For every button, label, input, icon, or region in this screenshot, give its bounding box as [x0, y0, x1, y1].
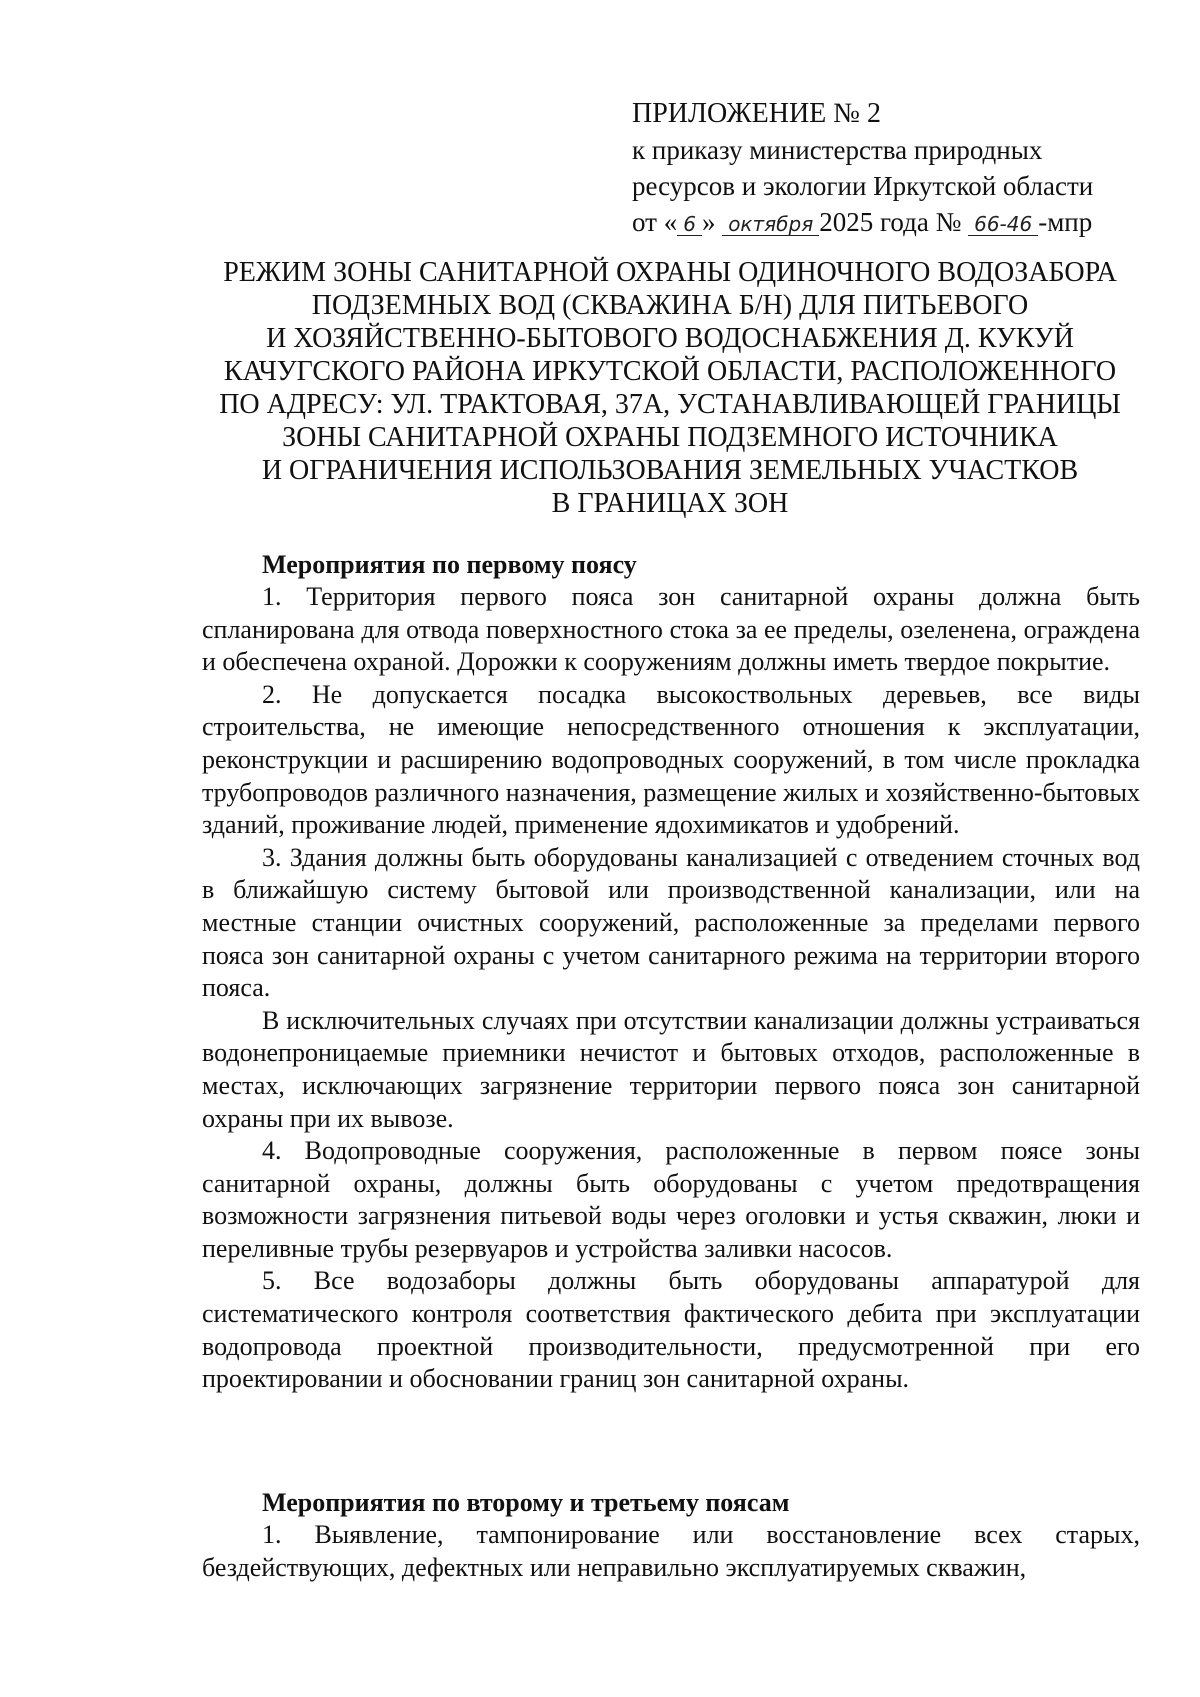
order-number-handwritten: 66-46	[968, 213, 1038, 236]
title-line: ЗОНЫ САНИТАРНОЙ ОХРАНЫ ПОДЗЕМНОГО ИСТОЧНИКА	[282, 422, 1058, 453]
date-day-handwritten: 6	[677, 213, 702, 236]
section-first-belt	[202, 548, 1140, 1396]
paragraph: 5. Все водозаборы должны быть оборудованы аппаратурой для систематического контроля соответствия фактического дебита при эксплуатации водопровода проектной производительности, предусмотренной при его проектировании и обосновании границ зон санитарной охраны.	[202, 1266, 1140, 1394]
date-mid: »	[701, 207, 716, 237]
section-heading: Мероприятия по второму и третьему поясам	[262, 1488, 790, 1517]
appendix-date-line	[632, 204, 1152, 240]
appendix-block	[632, 96, 1152, 240]
paragraph: В исключительных случаях при отсутствии канализации должны устраиваться водонепроницаемые приемники нечистот и бытовых отходов, расположенные в местах, исключающих загрязнение территории первого пояса зон санитарной охраны при их вывозе.	[202, 1005, 1140, 1133]
section-heading: Мероприятия по первому поясу	[262, 550, 637, 579]
title-line: ПО АДРЕСУ: УЛ. ТРАКТОВАЯ, 37А, УСТАНАВЛИВАЮЩЕЙ ГРАНИЦЫ	[219, 389, 1121, 420]
paragraph: 1. Территория первого пояса зон санитарной охраны должна быть спланирована для отвода поверхностного стока за ее пределы, озеленена, ограждена и обеспечена охраной. Дорожки к сооружениям должны иметь твердое покрытие.	[202, 582, 1140, 677]
title-line: И ОГРАНИЧЕНИЯ ИСПОЛЬЗОВАНИЯ ЗЕМЕЛЬНЫХ УЧАСТКОВ	[261, 455, 1079, 486]
paragraph: 1. Выявление, тампонирование или восстановление всех старых, бездействующих, дефектных или неправильно эксплуатируемых скважин,	[202, 1520, 1140, 1582]
order-suffix: -мпр	[1038, 207, 1093, 237]
appendix-title: ПРИЛОЖЕНИЕ № 2	[632, 98, 881, 129]
appendix-line-2: ресурсов и экологии Иркутской области	[632, 171, 1094, 201]
date-prefix: от «	[632, 207, 678, 237]
paragraph: 2. Не допускается посадка высокоствольных деревьев, все виды строительства, не имеющие непосредственного отношения к эксплуатации, реконструкции и расширению водопроводных сооружений, в том числе прокладка трубопроводов различного назначения, размещение жилых и хозяйственно-бытовых зданий, проживание людей, применение ядохимикатов и удобрений.	[202, 679, 1141, 840]
date-month-handwritten: октября	[722, 213, 819, 236]
date-year: 2025 года №	[819, 207, 962, 237]
title-line: И ХОЗЯЙСТВЕННО-БЫТОВОГО ВОДОСНАБЖЕНИЯ Д. КУКУЙ	[266, 323, 1074, 354]
paragraph: 3. Здания должны быть оборудованы канализацией с отведением сточных вод в ближайшую систему бытовой или производственной канализации, или на местные станции очистных сооружений, расположенные за пределами первого пояса зон санитарной охраны с учетом санитарного режима на территории второго пояса.	[202, 842, 1140, 1003]
document-title	[180, 256, 1160, 520]
title-line: КАЧУГСКОГО РАЙОНА ИРКУТСКОЙ ОБЛАСТИ, РАСПОЛОЖЕННОГО	[223, 356, 1117, 387]
section-second-third-belts	[202, 1486, 1140, 1584]
title-line: ПОДЗЕМНЫХ ВОД (СКВАЖИНА Б/Н) ДЛЯ ПИТЬЕВОГО	[311, 290, 1029, 321]
appendix-line-1: к приказу министерства природных	[632, 135, 1043, 165]
paragraph: 4. Водопроводные сооружения, расположенные в первом поясе зоны санитарной охраны, должны быть оборудованы с учетом предотвращения возможности загрязнения питьевой воды через оголовки и устья скважин, люки и переливные трубы резервуаров и устройства заливки насосов.	[202, 1136, 1140, 1263]
title-line: В ГРАНИЦАХ ЗОН	[551, 488, 789, 519]
title-line: РЕЖИМ ЗОНЫ САНИТАРНОЙ ОХРАНЫ ОДИНОЧНОГО ВОДОЗАБОРА	[223, 257, 1117, 288]
